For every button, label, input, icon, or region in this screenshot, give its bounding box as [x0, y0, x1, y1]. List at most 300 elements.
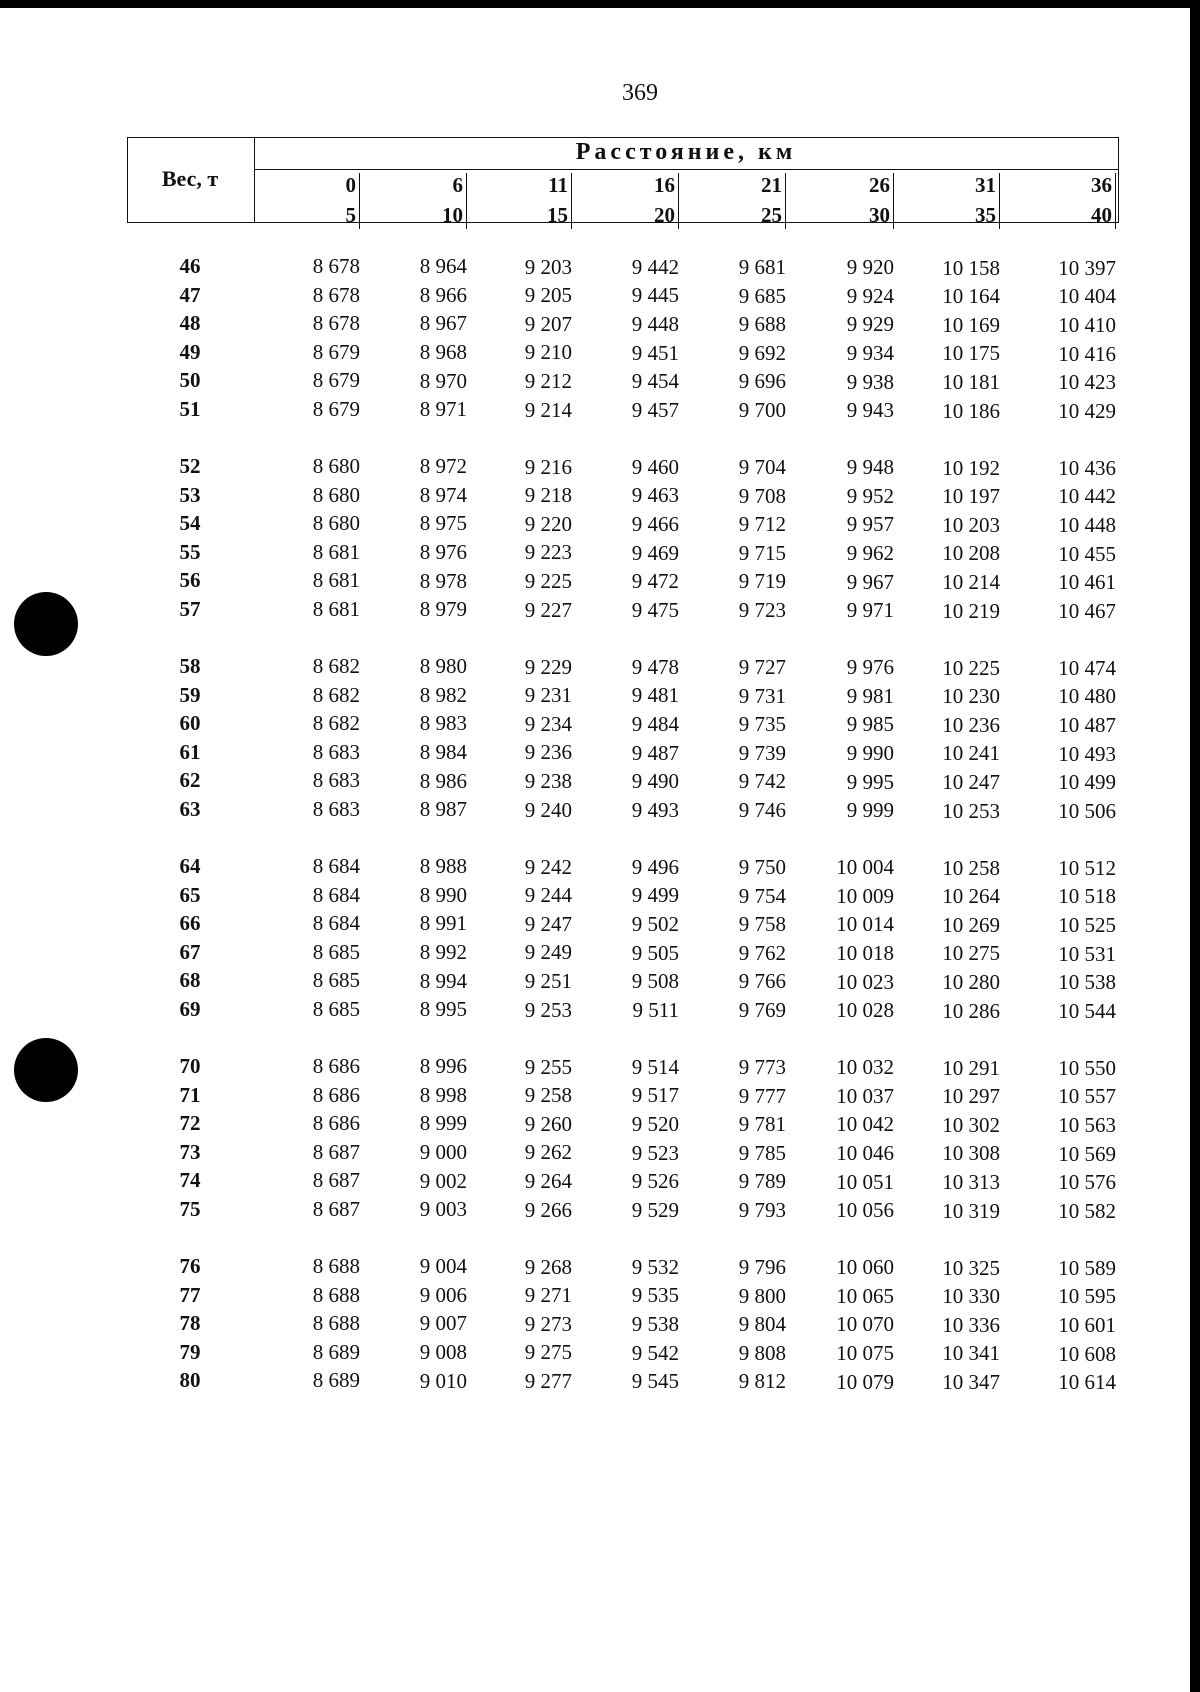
- value-cell: 9 727: [738, 655, 786, 679]
- value-cell: 8 990: [419, 882, 467, 907]
- value-cell: 10 264: [942, 884, 1000, 909]
- column-divider: [999, 173, 1000, 229]
- value-cell: 10 582: [1058, 1198, 1116, 1223]
- value-cell: 9 216: [524, 454, 572, 479]
- value-cell: 10 544: [1058, 998, 1116, 1023]
- value-cell: 8 683: [312, 768, 360, 793]
- value-cell: 9 240: [524, 797, 572, 822]
- value-cell: 9 723: [738, 598, 786, 622]
- value-cell: 9 708: [738, 483, 786, 508]
- value-cell: 10 330: [942, 1284, 1000, 1309]
- value-cell: 10 319: [942, 1198, 1000, 1223]
- value-cell: 9 789: [738, 1169, 786, 1194]
- value-cell: 10 436: [1058, 455, 1116, 480]
- value-cell: 9 769: [738, 998, 786, 1022]
- value-cell: 9 496: [631, 854, 679, 879]
- value-cell: 9 971: [846, 598, 894, 623]
- value-cell: 9 804: [738, 1312, 786, 1337]
- value-cell: 8 972: [419, 454, 467, 479]
- value-cell: 9 793: [738, 1198, 786, 1222]
- value-cell: 10 601: [1058, 1312, 1116, 1337]
- value-cell: 9 481: [631, 683, 679, 708]
- value-cell: 9 490: [631, 769, 679, 794]
- value-cell: 10 275: [942, 941, 1000, 966]
- value-cell: 9 934: [846, 341, 894, 366]
- value-cell: 10 518: [1058, 884, 1116, 909]
- value-cell: 9 692: [738, 340, 786, 365]
- weight-cell: 64: [179, 854, 201, 878]
- value-cell: 8 689: [312, 1368, 360, 1393]
- value-cell: 10 576: [1058, 1170, 1116, 1195]
- value-cell: 10 499: [1058, 770, 1116, 795]
- column-divider: [785, 173, 786, 229]
- value-cell: 9 502: [631, 911, 679, 936]
- value-cell: 9 750: [738, 855, 786, 879]
- value-cell: 9 731: [738, 683, 786, 708]
- distance-range-header: [1016, 170, 1116, 230]
- value-cell: 10 269: [942, 912, 1000, 937]
- value-cell: 9 538: [631, 1311, 679, 1336]
- value-cell: 9 781: [738, 1112, 786, 1137]
- value-cell: 9 484: [631, 711, 679, 736]
- value-cell: 10 455: [1058, 541, 1116, 566]
- value-cell: 9 532: [631, 1254, 679, 1279]
- value-cell: 10 197: [942, 484, 1000, 509]
- value-cell: 9 545: [631, 1369, 679, 1394]
- value-cell: 9 460: [631, 454, 679, 479]
- value-cell: 9 758: [738, 912, 786, 937]
- value-cell: 9 520: [631, 1111, 679, 1136]
- value-cell: 8 987: [419, 797, 467, 822]
- value-cell: 8 678: [312, 254, 360, 278]
- value-cell: 8 966: [419, 282, 467, 307]
- value-cell: 10 525: [1058, 912, 1116, 937]
- value-cell: 10 480: [1058, 684, 1116, 709]
- value-cell: 9 212: [524, 368, 572, 393]
- value-cell: 9 002: [419, 1168, 467, 1193]
- value-cell: 9 227: [524, 597, 572, 622]
- value-cell: 9 004: [419, 1254, 467, 1279]
- value-cell: 9 451: [631, 340, 679, 365]
- value-cell: 8 678: [312, 282, 360, 307]
- weight-cell: 65: [179, 882, 201, 907]
- value-cell: 9 766: [738, 969, 786, 994]
- value-cell: 10 512: [1058, 855, 1116, 880]
- value-cell: 8 971: [419, 397, 467, 422]
- value-cell: 9 526: [631, 1169, 679, 1194]
- value-cell: 10 164: [942, 284, 1000, 309]
- value-cell: 9 719: [738, 569, 786, 594]
- value-cell: 10 538: [1058, 970, 1116, 995]
- value-cell: 10 004: [836, 855, 894, 880]
- value-cell: 9 007: [419, 1311, 467, 1336]
- document-page: [0, 8, 1190, 1692]
- value-cell: 9 976: [846, 655, 894, 680]
- value-cell: 9 529: [631, 1197, 679, 1222]
- value-cell: 10 186: [942, 398, 1000, 423]
- value-cell: 8 686: [312, 1082, 360, 1107]
- value-cell: 8 688: [312, 1254, 360, 1278]
- value-cell: 10 467: [1058, 598, 1116, 623]
- value-cell: 9 238: [524, 768, 572, 793]
- value-cell: 10 247: [942, 769, 1000, 794]
- value-cell: 8 679: [312, 368, 360, 393]
- value-cell: 10 236: [942, 712, 1000, 737]
- value-cell: 9 218: [524, 483, 572, 508]
- value-cell: 9 754: [738, 883, 786, 908]
- value-cell: 9 967: [846, 569, 894, 594]
- range-from: 16: [654, 173, 675, 197]
- value-cell: 9 943: [846, 398, 894, 423]
- column-divider: [678, 173, 679, 229]
- value-cell: 10 014: [836, 912, 894, 937]
- value-cell: 9 511: [632, 997, 679, 1022]
- value-cell: 9 223: [524, 540, 572, 565]
- range-to: 5: [345, 203, 356, 227]
- value-cell: 9 242: [524, 854, 572, 879]
- value-cell: 8 689: [312, 1339, 360, 1364]
- value-cell: 10 286: [942, 998, 1000, 1023]
- weight-cell: 63: [179, 797, 201, 821]
- value-cell: 9 469: [631, 540, 679, 565]
- value-cell: 9 466: [631, 511, 679, 536]
- value-cell: 10 589: [1058, 1255, 1116, 1280]
- value-cell: 8 983: [419, 711, 467, 736]
- value-cell: 10 070: [836, 1312, 894, 1337]
- value-cell: 10 448: [1058, 512, 1116, 537]
- distance-range-header: [472, 170, 572, 230]
- weight-cell: 59: [179, 682, 201, 707]
- value-cell: 9 762: [738, 940, 786, 965]
- value-cell: 9 700: [738, 398, 786, 422]
- weight-cell: 70: [179, 1054, 201, 1078]
- value-cell: 9 999: [846, 798, 894, 823]
- value-cell: 10 429: [1058, 398, 1116, 423]
- value-cell: 10 208: [942, 541, 1000, 566]
- value-cell: 9 487: [631, 740, 679, 765]
- weight-cell: 57: [179, 597, 201, 621]
- value-cell: 9 735: [738, 712, 786, 737]
- value-cell: 8 986: [419, 768, 467, 793]
- value-cell: 8 964: [419, 254, 467, 279]
- value-cell: 9 739: [738, 740, 786, 765]
- value-cell: 9 244: [524, 883, 572, 908]
- value-cell: 10 032: [836, 1055, 894, 1080]
- value-cell: 10 341: [942, 1341, 1000, 1366]
- value-cell: 9 535: [631, 1283, 679, 1308]
- value-cell: 8 683: [312, 797, 360, 821]
- value-cell: 9 812: [738, 1369, 786, 1394]
- value-cell: 10 404: [1058, 284, 1116, 309]
- weight-cell: 76: [179, 1254, 201, 1278]
- value-cell: 9 463: [631, 483, 679, 508]
- value-cell: 9 264: [524, 1168, 572, 1193]
- range-to: 15: [547, 203, 568, 227]
- value-cell: 9 796: [738, 1255, 786, 1279]
- range-to: 20: [654, 203, 675, 227]
- value-cell: 10 423: [1058, 370, 1116, 395]
- weight-cell: 71: [179, 1082, 201, 1107]
- weight-cell: 73: [179, 1139, 201, 1164]
- value-cell: 8 979: [419, 597, 467, 622]
- value-cell: 8 685: [312, 997, 360, 1021]
- value-cell: 10 550: [1058, 1055, 1116, 1080]
- value-cell: 9 210: [524, 340, 572, 365]
- value-cell: 8 974: [419, 482, 467, 507]
- distance-range-header: [900, 170, 1000, 230]
- value-cell: 9 523: [631, 1140, 679, 1165]
- value-cell: 8 968: [419, 340, 467, 365]
- value-cell: 8 686: [312, 1054, 360, 1078]
- weight-cell: 66: [179, 911, 201, 936]
- value-cell: 8 688: [312, 1282, 360, 1307]
- value-cell: 10 042: [836, 1112, 894, 1137]
- weight-cell: 46: [179, 254, 201, 278]
- value-cell: 9 478: [631, 654, 679, 679]
- value-cell: 9 920: [846, 255, 894, 280]
- value-cell: 9 008: [419, 1340, 467, 1365]
- value-cell: 8 970: [419, 368, 467, 393]
- value-cell: 8 682: [312, 711, 360, 736]
- value-cell: 9 742: [738, 769, 786, 794]
- value-cell: 9 273: [524, 1311, 572, 1336]
- value-cell: 9 266: [524, 1197, 572, 1222]
- value-cell: 9 704: [738, 455, 786, 479]
- value-cell: 10 158: [942, 255, 1000, 280]
- value-cell: 9 962: [846, 541, 894, 566]
- value-cell: 8 681: [312, 568, 360, 593]
- value-cell: 9 475: [631, 597, 679, 622]
- column-divider: [571, 173, 572, 229]
- distance-range-header: [367, 170, 467, 230]
- value-cell: 10 018: [836, 941, 894, 966]
- weight-cell: 49: [179, 339, 201, 364]
- range-to: 30: [869, 203, 890, 227]
- range-from: 36: [1091, 173, 1112, 197]
- weight-cell: 58: [179, 654, 201, 678]
- value-cell: 9 203: [524, 254, 572, 279]
- weight-cell: 50: [179, 368, 201, 393]
- value-cell: 9 251: [524, 968, 572, 993]
- value-cell: 10 056: [836, 1198, 894, 1223]
- weight-cell: 72: [179, 1111, 201, 1136]
- weight-cell: 60: [179, 711, 201, 736]
- value-cell: 9 712: [738, 512, 786, 537]
- value-cell: 9 517: [631, 1083, 679, 1108]
- value-cell: 8 680: [312, 511, 360, 536]
- value-cell: 10 241: [942, 741, 1000, 766]
- value-cell: 9 681: [738, 255, 786, 279]
- value-cell: 10 214: [942, 569, 1000, 594]
- value-cell: 8 991: [419, 911, 467, 936]
- page-number: 369: [622, 80, 658, 106]
- column-divider: [1115, 173, 1116, 229]
- value-cell: 8 678: [312, 311, 360, 336]
- value-cell: 9 231: [524, 683, 572, 708]
- value-cell: 8 682: [312, 654, 360, 678]
- value-cell: 10 313: [942, 1169, 1000, 1194]
- weight-cell: 48: [179, 311, 201, 336]
- value-cell: 8 980: [419, 654, 467, 679]
- value-cell: 10 051: [836, 1169, 894, 1194]
- value-cell: 9 995: [846, 769, 894, 794]
- value-cell: 10 506: [1058, 798, 1116, 823]
- value-cell: 10 531: [1058, 941, 1116, 966]
- value-cell: 9 247: [524, 911, 572, 936]
- range-to: 10: [442, 203, 463, 227]
- value-cell: 10 065: [836, 1283, 894, 1308]
- weight-cell: 75: [179, 1197, 201, 1221]
- range-to: 25: [761, 203, 782, 227]
- weight-cell: 54: [179, 511, 201, 536]
- value-cell: 9 205: [524, 283, 572, 308]
- value-cell: 10 569: [1058, 1141, 1116, 1166]
- weight-cell: 62: [179, 768, 201, 793]
- value-cell: 8 995: [419, 997, 467, 1022]
- value-cell: 10 219: [942, 598, 1000, 623]
- value-cell: 10 416: [1058, 341, 1116, 366]
- value-cell: 10 230: [942, 684, 1000, 709]
- value-cell: 10 302: [942, 1112, 1000, 1137]
- value-cell: 8 994: [419, 968, 467, 993]
- distance-range-header: [794, 170, 894, 230]
- value-cell: 9 924: [846, 283, 894, 308]
- value-cell: 9 277: [524, 1368, 572, 1393]
- value-cell: 8 680: [312, 454, 360, 478]
- value-cell: 9 260: [524, 1111, 572, 1136]
- value-cell: 9 715: [738, 540, 786, 565]
- value-cell: 8 982: [419, 682, 467, 707]
- value-cell: 8 680: [312, 482, 360, 507]
- value-cell: 8 679: [312, 339, 360, 364]
- value-cell: 9 929: [846, 312, 894, 337]
- punch-hole-mark: [14, 592, 78, 656]
- value-cell: 9 472: [631, 569, 679, 594]
- value-cell: 9 457: [631, 397, 679, 422]
- weight-cell: 74: [179, 1168, 201, 1193]
- column-divider: [466, 173, 467, 229]
- value-cell: 9 499: [631, 883, 679, 908]
- weight-cell: 67: [179, 939, 201, 964]
- value-cell: 9 271: [524, 1283, 572, 1308]
- value-cell: 8 975: [419, 511, 467, 536]
- value-cell: 10 023: [836, 969, 894, 994]
- column-divider: [893, 173, 894, 229]
- value-cell: 9 990: [846, 741, 894, 766]
- value-cell: 9 214: [524, 397, 572, 422]
- value-cell: 10 181: [942, 369, 1000, 394]
- value-cell: 9 253: [524, 997, 572, 1022]
- value-cell: 8 679: [312, 397, 360, 421]
- value-cell: 9 688: [738, 312, 786, 337]
- value-cell: 9 696: [738, 369, 786, 394]
- value-cell: 9 514: [631, 1054, 679, 1079]
- range-from: 26: [869, 173, 890, 197]
- value-cell: 9 685: [738, 283, 786, 308]
- value-cell: 9 448: [631, 311, 679, 336]
- value-cell: 9 800: [738, 1283, 786, 1308]
- value-cell: 8 996: [419, 1054, 467, 1079]
- value-cell: 9 985: [846, 712, 894, 737]
- value-cell: 10 397: [1058, 255, 1116, 280]
- weight-cell: 80: [179, 1368, 201, 1393]
- value-cell: 9 249: [524, 940, 572, 965]
- value-cell: 9 508: [631, 969, 679, 994]
- range-to: 40: [1091, 203, 1112, 227]
- value-cell: 9 542: [631, 1340, 679, 1365]
- value-cell: 10 474: [1058, 655, 1116, 680]
- value-cell: 10 075: [836, 1341, 894, 1366]
- value-cell: 8 687: [312, 1139, 360, 1164]
- value-cell: 8 998: [419, 1082, 467, 1107]
- value-cell: 8 681: [312, 597, 360, 621]
- value-cell: 8 684: [312, 882, 360, 907]
- value-cell: 10 028: [836, 998, 894, 1023]
- value-cell: 8 684: [312, 854, 360, 878]
- value-cell: 8 688: [312, 1311, 360, 1336]
- value-cell: 10 308: [942, 1141, 1000, 1166]
- value-cell: 10 493: [1058, 741, 1116, 766]
- value-cell: 8 999: [419, 1111, 467, 1136]
- value-cell: 8 683: [312, 739, 360, 764]
- value-cell: 8 686: [312, 1111, 360, 1136]
- value-cell: 9 255: [524, 1054, 572, 1079]
- value-cell: 9 445: [631, 283, 679, 308]
- weight-cell: 61: [179, 739, 201, 764]
- value-cell: 10 442: [1058, 484, 1116, 509]
- value-cell: 8 988: [419, 854, 467, 879]
- value-cell: 9 493: [631, 797, 679, 822]
- value-cell: 10 614: [1058, 1370, 1116, 1395]
- weight-column-header: Вес, т: [161, 166, 219, 191]
- value-cell: 8 687: [312, 1197, 360, 1221]
- value-cell: 9 225: [524, 568, 572, 593]
- value-cell: 8 684: [312, 911, 360, 936]
- value-cell: 10 009: [836, 883, 894, 908]
- range-from: 11: [548, 173, 568, 197]
- value-cell: 9 262: [524, 1140, 572, 1165]
- value-cell: 9 952: [846, 483, 894, 508]
- value-cell: 10 203: [942, 512, 1000, 537]
- distance-header: Расстояние, км: [575, 139, 797, 165]
- range-from: 6: [452, 173, 463, 197]
- punch-hole-mark: [14, 1038, 78, 1102]
- weight-cell: 68: [179, 968, 201, 993]
- value-cell: 8 976: [419, 540, 467, 565]
- value-cell: 10 258: [942, 855, 1000, 880]
- value-cell: 9 746: [738, 798, 786, 822]
- value-cell: 8 685: [312, 968, 360, 993]
- distance-range-header: [260, 170, 360, 230]
- value-cell: 9 505: [631, 940, 679, 965]
- column-divider: [359, 173, 360, 229]
- value-cell: 9 000: [419, 1140, 467, 1165]
- value-cell: 9 234: [524, 711, 572, 736]
- value-cell: 9 808: [738, 1340, 786, 1365]
- value-cell: 10 060: [836, 1255, 894, 1280]
- value-cell: 10 563: [1058, 1112, 1116, 1137]
- value-cell: 9 236: [524, 740, 572, 765]
- value-cell: 9 268: [524, 1254, 572, 1279]
- value-cell: 10 280: [942, 969, 1000, 994]
- value-cell: 9 258: [524, 1083, 572, 1108]
- value-cell: 9 006: [419, 1282, 467, 1307]
- value-cell: 10 595: [1058, 1284, 1116, 1309]
- value-cell: 9 785: [738, 1140, 786, 1165]
- value-cell: 8 984: [419, 740, 467, 765]
- value-cell: 8 992: [419, 940, 467, 965]
- value-cell: 9 442: [631, 254, 679, 279]
